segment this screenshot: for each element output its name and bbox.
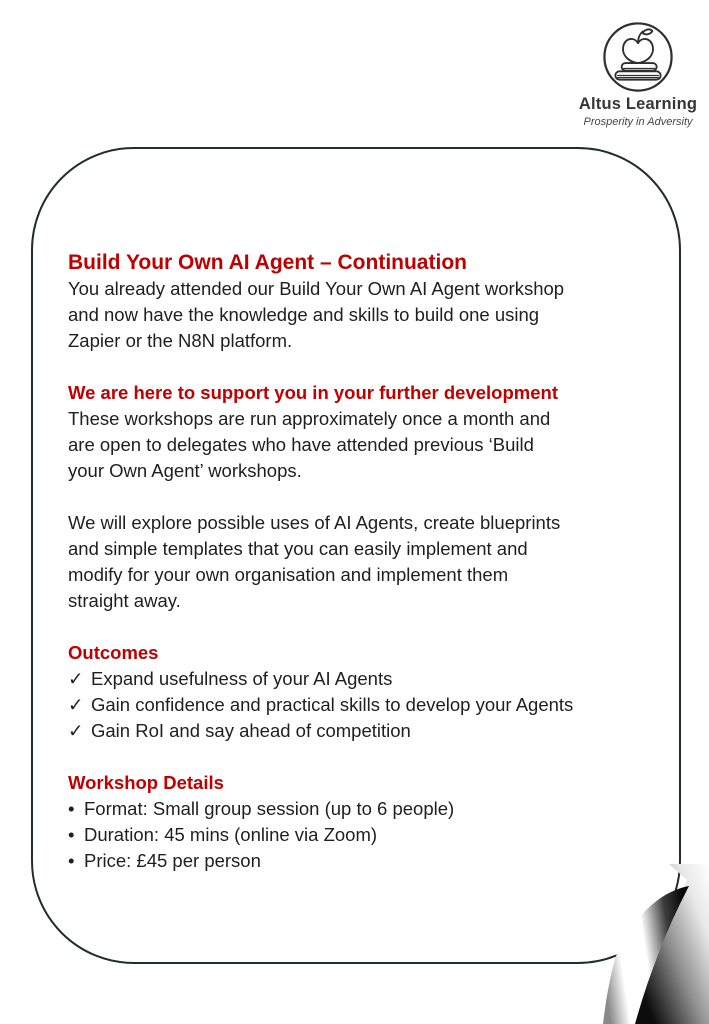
paragraph-line: You already attended our Build Your Own AI Agent workshop (68, 278, 565, 299)
bullet-icon: • (68, 850, 75, 871)
outcome-text: Gain RoI and say ahead of competition (91, 720, 411, 741)
paragraph-line: Zapier or the N8N platform. (68, 330, 293, 351)
support-paragraph (68, 406, 653, 484)
apple-on-books-icon (601, 20, 675, 94)
paragraph-line: are open to delegates who have attended previous ‘Build (68, 434, 534, 455)
paragraph-line: modify for your own organisation and implement them (68, 564, 509, 585)
detail-text: Format: Small group session (up to 6 people) (84, 798, 455, 819)
detail-item (68, 822, 653, 848)
paragraph-line: your Own Agent’ workshops. (68, 460, 302, 481)
logo (572, 20, 704, 128)
paragraph-line: We will explore possible uses of AI Agents, create blueprints (68, 512, 561, 533)
check-icon: ✓ (68, 720, 84, 741)
detail-item (68, 796, 653, 822)
content-card (31, 147, 681, 964)
flyer-title: Build Your Own AI Agent – Continuation (68, 251, 467, 274)
paragraph-line: straight away. (68, 590, 181, 611)
logo-name: Altus Learning (578, 95, 698, 113)
outcome-item (68, 718, 653, 744)
paragraph-line: and simple templates that you can easily implement and (68, 538, 528, 559)
section-heading-outcomes: Outcomes (68, 642, 159, 663)
section-heading-support: We are here to support you in your further development (68, 382, 558, 403)
paragraph-line: These workshops are run approximately once a month and (68, 408, 551, 429)
bullet-icon: • (68, 824, 75, 845)
intro-paragraph (68, 276, 653, 354)
logo-tagline: Prosperity in Adversity (583, 116, 693, 128)
outcomes-list (68, 666, 653, 744)
check-icon: ✓ (68, 668, 84, 689)
details-list (68, 796, 653, 874)
explore-paragraph (68, 510, 653, 614)
bullet-icon: • (68, 798, 75, 819)
detail-text: Price: £45 per person (84, 850, 261, 871)
outcome-text: Expand usefulness of your AI Agents (91, 668, 393, 689)
section-heading-details: Workshop Details (68, 772, 224, 793)
outcome-item (68, 666, 653, 692)
page-curl-icon (559, 864, 709, 1024)
check-icon: ✓ (68, 694, 84, 715)
paragraph-line: and now have the knowledge and skills to build one using (68, 304, 540, 325)
outcome-item (68, 692, 653, 718)
detail-text: Duration: 45 mins (online via Zoom) (84, 824, 378, 845)
outcome-text: Gain confidence and practical skills to develop your Agents (91, 694, 574, 715)
